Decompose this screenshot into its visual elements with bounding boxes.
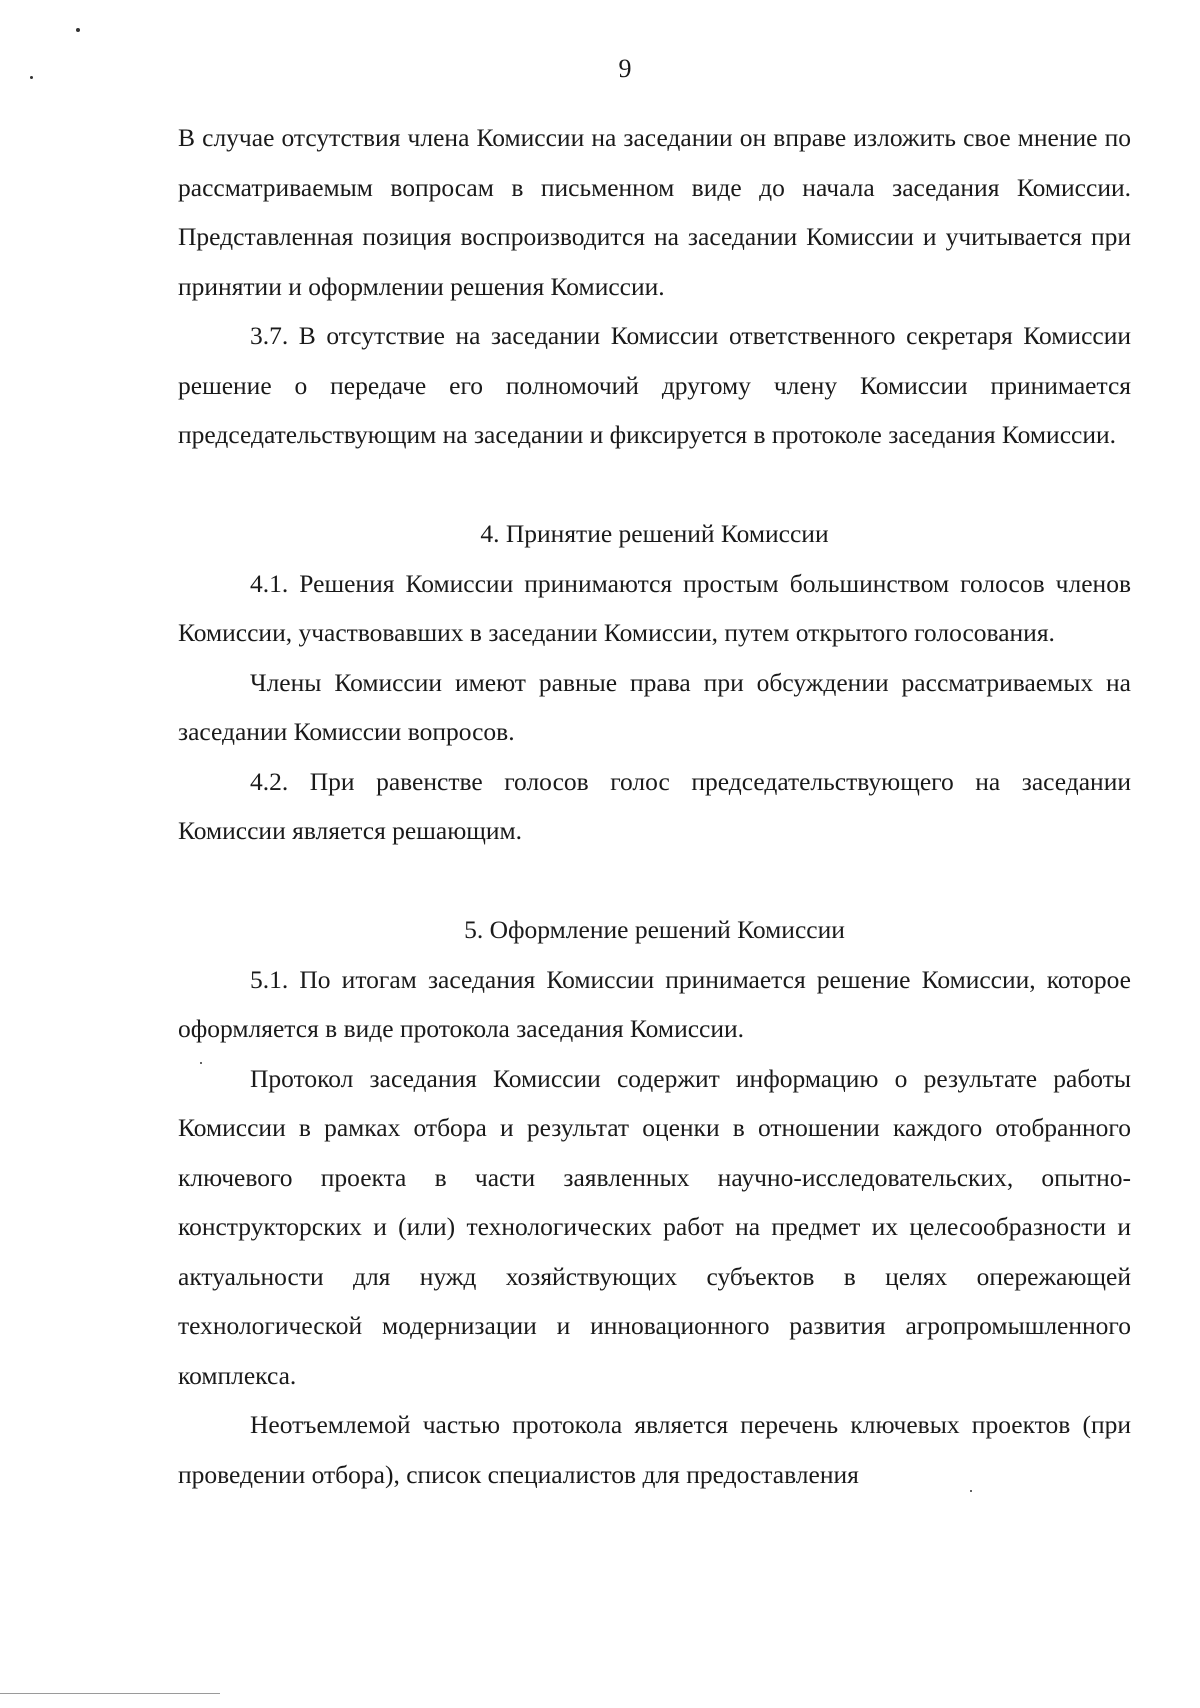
section-spacer xyxy=(178,856,1131,906)
paragraph-3-7: 3.7. В отсутствие на заседании Комиссии ответственного секретаря Комиссии решение о передаче его полномочий другому члену Комиссии принимается председательствующим на заседании и фиксируется в протоколе заседания Комиссии. xyxy=(178,321,1131,449)
paragraph-4-2: 4.2. При равенстве голосов голос председательствующего на заседании Комиссии является решающим. xyxy=(178,766,1131,845)
page-number: 9 xyxy=(618,54,632,83)
scan-speck xyxy=(76,28,80,32)
paragraph-absent-member-opinion: В случае отсутствия члена Комиссии на заседании он вправе изложить свое мнение по рассматриваемым вопросам в письменном виде до начала заседания Комиссии. Представленная позиция воспроизводится на заседании Комиссии и учитывается при принятии и оформлении решения Комиссии. xyxy=(178,123,1131,301)
paragraph-equal-rights: Члены Комиссии имеют равные права при обсуждении рассматриваемых на заседании Комиссии вопросов. xyxy=(178,667,1131,746)
scan-edge-line xyxy=(0,1693,220,1694)
section-spacer xyxy=(178,460,1131,510)
paragraph-protocol-contents: Протокол заседания Комиссии содержит информацию о результате работы Комиссии в рамках отбора и результат оценки в отношении каждого отобранного ключевого проекта в части заявленных научно-исследовательских, опытно-конструкторских и (или) технологических работ на предмет их целесообразности и актуальности для нужд хозяйствующих субъектов в целях опережающей технологической модернизации и инновационного развития агропромышленного комплекса. xyxy=(178,1063,1131,1390)
paragraph-5-1: 5.1. По итогам заседания Комиссии принимается решение Комиссии, которое оформляется в виде протокола заседания Комиссии. xyxy=(178,964,1131,1043)
section-heading-4: 4. Принятие решений Комиссии xyxy=(480,519,829,548)
paragraph-protocol-annex: Неотъемлемой частью протокола является перечень ключевых проектов (при проведении отбора), список специалистов для предоставления xyxy=(178,1410,1131,1489)
paragraph-4-1: 4.1. Решения Комиссии принимаются простым большинством голосов членов Комиссии, участвовавших в заседании Комиссии, путем открытого голосования. xyxy=(178,568,1131,647)
document-body xyxy=(178,113,1131,1499)
section-heading-5: 5. Оформление решений Комиссии xyxy=(464,915,845,944)
